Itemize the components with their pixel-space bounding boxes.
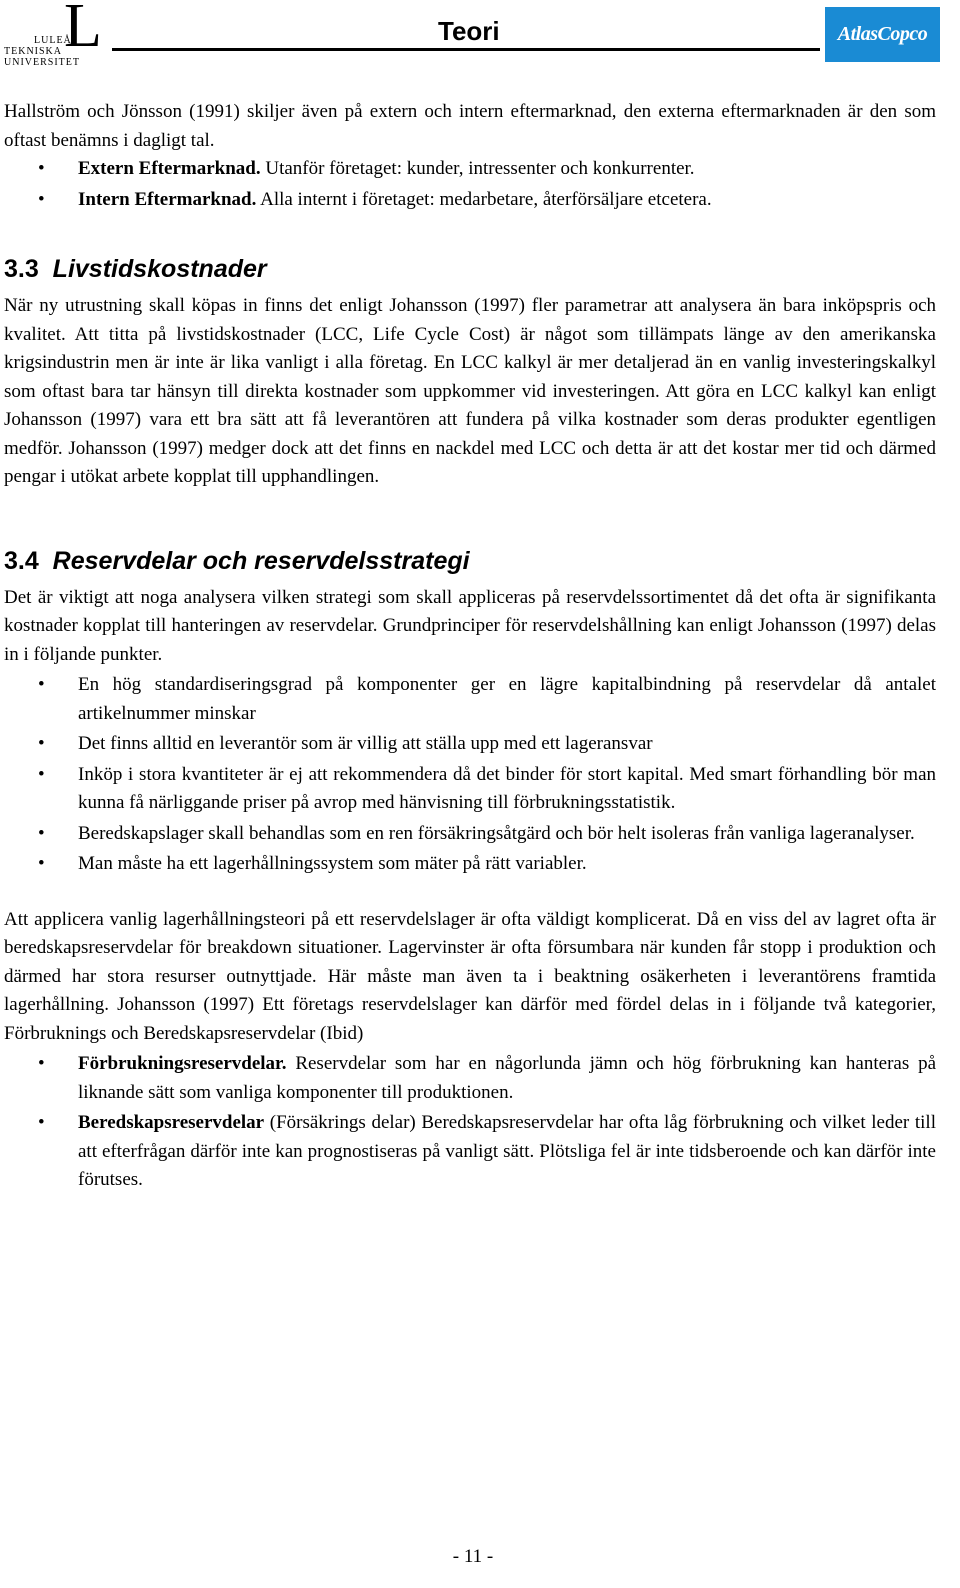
list-item-term: Förbrukningsreservdelar.: [78, 1053, 287, 1074]
list-item: [4, 730, 936, 759]
section-title: Reservdelar och reservdelsstrategi: [52, 546, 470, 575]
intro-paragraph: Hallström och Jönsson (1991) skiljer även på extern och intern eftermarknad, den externa eftermarknaden är den som oftast benämns i dagligt tal.: [4, 101, 936, 151]
section-title: Livstidskostnader: [52, 255, 267, 283]
ltu-logo-line2: TEKNISKA: [4, 46, 62, 57]
section-heading-3-4: [4, 544, 936, 578]
ltu-logo-line1: LULEÅ: [34, 35, 72, 46]
list-item-text: Det finns alltid en leverantör som är villig att ställa upp med ett lageransvar: [78, 733, 653, 754]
ltu-logo-letter: L: [64, 0, 102, 60]
list-item-text: Utanför företaget: kunder, intressenter och konkurrenter.: [260, 158, 695, 179]
categories-bullet-list: [4, 1050, 936, 1195]
intro-bullet-list: [4, 155, 936, 214]
list-item: [4, 1050, 936, 1107]
list-item-text: En hög standardiseringsgrad på komponenter ger en lägre kapitalbindning på reservdelar då antalet artikelnummer minskar: [78, 674, 936, 724]
list-item-text: Beredskapslager skall behandlas som en ren försäkringsåtgärd och bör helt isoleras från vanliga lageranalyser.: [78, 822, 915, 844]
section-heading-3-3: [4, 252, 936, 286]
bullet-icon: •: [38, 853, 45, 874]
bullet-icon: •: [38, 763, 45, 785]
list-item: [4, 671, 936, 728]
list-item-text: Inköp i stora kvantiteter är ej att rekommendera då det binder för stort kapital. Med smart förhandling bör man kunna få närliggande priser på avrop med hänvisning till förbrukningsstatistik.: [78, 763, 936, 813]
list-item-term: Extern Eftermarknad.: [78, 158, 261, 179]
list-item-text: Man måste ha ett lagerhållningssystem som mäter på rätt variabler.: [78, 853, 587, 874]
bullet-icon: •: [38, 822, 45, 844]
list-item-text: (Försäkrings delar) Beredskapsreservdelar har ofta låg förbrukning och vilket leder till att efterfrågan därför inte kan prognostiseras på vanligt sätt. Plötsliga fel är inte tidsberoende och kan därför inte förutses.: [78, 1112, 936, 1190]
list-item: [4, 1109, 936, 1195]
list-item: [4, 820, 936, 849]
bullet-icon: •: [38, 1112, 45, 1133]
list-item-text: Alla internt i företaget: medarbetare, återförsäljare etcetera.: [256, 188, 712, 210]
section-3-3-paragraph: När ny utrustning skall köpas in finns det enligt Johansson (1997) fler parametrar att analysera än bara inköpspris och kvalitet. Att titta på livstidskostnader (LCC, Life Cycle Cost) är något som tillämpats länge av den amerikanska krigsindustrin men är inte är lika vanligt i alla företag. En LCC kalkyl är mer detaljerad än en vanlig investeringskalkyl som oftast bara tar hänsyn till direkta kostnader som uppkommer vid investeringen. Att göra en LCC kalkyl kan enligt Johansson (1997) vara ett bra sätt att få leverantören att fundera på vilka kostnader som deras produkter egentligen medför. Johansson (1997) medger dock att det finns en nackdel med LCC och detta är att det kostar mer tid och därmed pengar i utökat arbete kopplat till upphandlingen.: [4, 295, 936, 487]
list-item-text: Reservdelar som har en någorlunda jämn och hög förbrukning kan hanteras på liknande sätt som vanliga komponenter till produktionen.: [78, 1053, 936, 1103]
header-rule: [112, 48, 820, 51]
list-item: [4, 761, 936, 818]
list-item-term: Intern Eftermarknad.: [78, 188, 257, 210]
bullet-icon: •: [38, 674, 45, 695]
section-number: 3.4: [4, 546, 39, 575]
list-item: [4, 155, 936, 184]
bullet-icon: •: [38, 158, 45, 179]
section-number: 3.3: [4, 255, 39, 283]
page-number: - 11 -: [452, 1546, 494, 1567]
atlas-copco-logo: [825, 7, 940, 62]
principles-bullet-list: [4, 671, 936, 879]
document-body: [4, 98, 936, 1195]
bullet-icon: •: [38, 1053, 45, 1074]
ltu-logo: [2, 0, 120, 68]
page-header: [0, 0, 960, 70]
header-title: Teori: [438, 16, 500, 46]
list-item: [4, 850, 936, 879]
atlas-copco-logo-text: AtlasCopco: [837, 23, 928, 45]
bullet-icon: •: [38, 188, 45, 210]
bullet-icon: •: [38, 733, 45, 754]
section-3-4-paragraph-2: Att applicera vanlig lagerhållningsteori på ett reservdelslager är ofta väldigt komplicerat. Då en viss del av lagret ofta är beredskapsreservdelar för breakdown situationer. Lagervinster är ofta försumbara när kunden får stopp i produktion och därmed har stora resurser outnyttjade. Här måste man även ta i beaktning osäkerheten i leverantörens framtida lagerhållning. Johansson (1997) Ett företags reservdelslager kan därför med fördel delas in i följande två kategorier, Förbruknings och Beredskapsreservdelar (Ibid): [4, 908, 936, 1044]
list-item-term: Beredskapsreservdelar: [78, 1112, 265, 1133]
list-item: [4, 186, 936, 215]
section-3-4-paragraph-1: Det är viktigt att noga analysera vilken strategi som skall appliceras på reservdelssortimentet då det ofta är signifikanta kostnader kopplat till hanteringen av reservdelar. Grundprinciper för reservdelshållning kan enligt Johansson (1997) delas in i följande punkter.: [4, 586, 936, 665]
ltu-logo-line3: UNIVERSITET: [4, 57, 80, 68]
